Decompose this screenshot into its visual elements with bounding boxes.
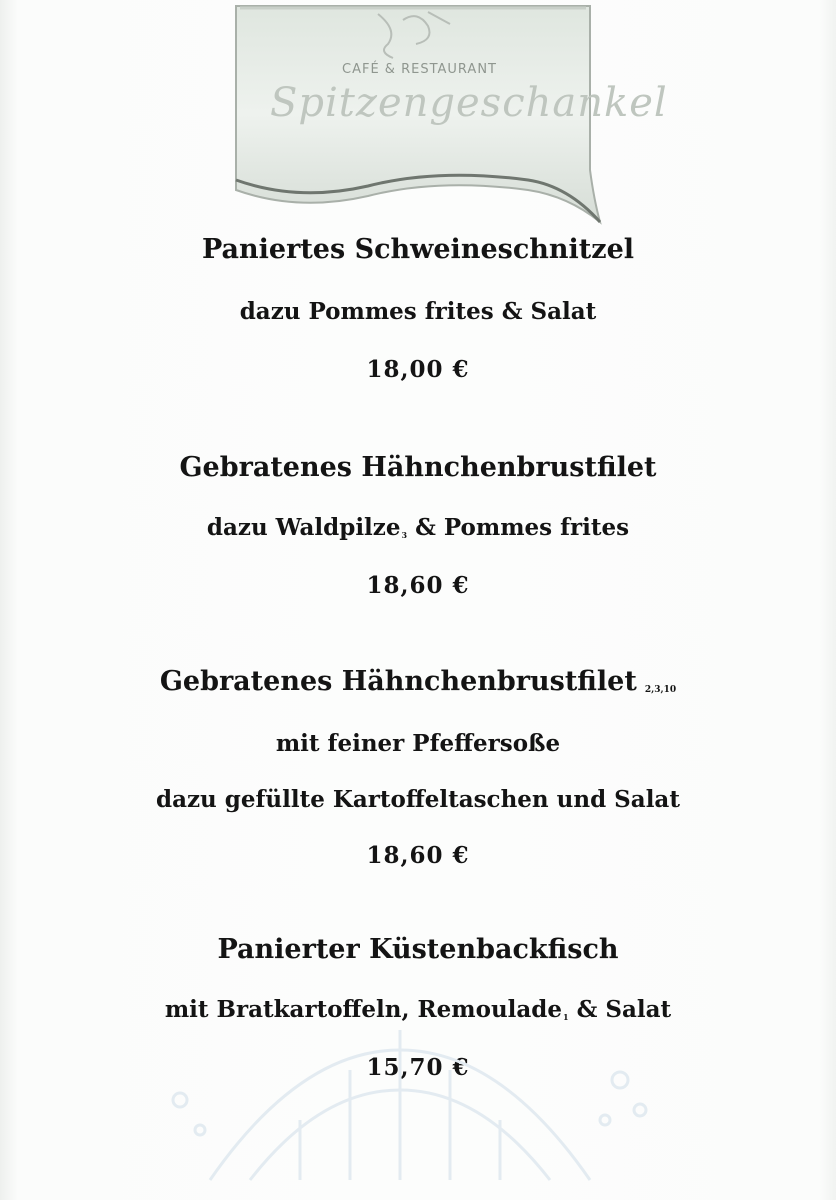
text-segment: dazu gefüllte Kartoffeltaschen und Salat [156, 786, 680, 813]
text-segment: Panierter Küstenbackfisch [217, 934, 619, 965]
text-segment: Gebratenes Hähnchenbrustfilet [159, 666, 637, 697]
decorative-watermark [150, 1010, 670, 1190]
text-segment: Gebratenes Hähnchenbrustfilet [179, 452, 657, 483]
dish-price: 15,70 € [366, 1054, 470, 1081]
dish-price: 18,60 € [366, 572, 470, 599]
logo-name: Spitzengeschankel [270, 80, 668, 126]
dish-description [0, 514, 836, 541]
text-segment: dazu Pommes frites & Salat [239, 298, 597, 325]
text-segment: mit Bratkartoffeln, Remoulade [164, 996, 563, 1023]
dish-price: 18,00 € [366, 356, 470, 383]
dish-title [0, 934, 836, 965]
dish-price: 18,60 € [366, 842, 470, 869]
dish-description [0, 730, 836, 757]
logo-subtitle: CAFÉ & RESTAURANT [342, 62, 497, 77]
text-segment: & Pommes frites [407, 514, 630, 541]
dish-description [0, 786, 836, 813]
dish-title [0, 666, 836, 697]
dish-title [0, 452, 836, 483]
text-segment: Paniertes Schweineschnitzel [201, 234, 635, 265]
allergen-note: 1 [563, 1012, 569, 1022]
text-segment: mit feiner Pfeffersoße [275, 730, 561, 757]
text-segment: dazu Waldpilze [206, 514, 401, 541]
dish-title [0, 234, 836, 265]
allergen-note: 3 [401, 530, 408, 540]
dish-description [0, 298, 836, 325]
allergen-note: 2,3,10 [644, 685, 677, 695]
text-segment: & Salat [568, 996, 672, 1023]
